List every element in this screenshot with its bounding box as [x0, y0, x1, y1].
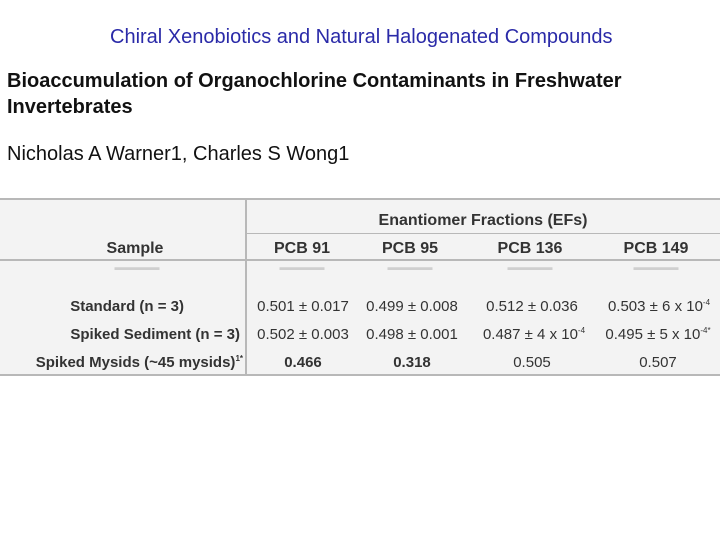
table-bottom-border [0, 374, 720, 376]
table-cell: 0.466 [284, 354, 322, 371]
cell-superscript: -4 [702, 298, 711, 307]
col-header-pcb149: PCB 149 [623, 240, 689, 257]
col-header-pcb91: PCB 91 [273, 240, 331, 257]
authors-line: Nicholas A Warner1, Charles S Wong1 [7, 143, 350, 165]
row-label-text: Spiked Mysids (~45 mysids) [35, 354, 236, 371]
sub-header-strip: ▬▬▬▬▬ [387, 262, 433, 272]
cell-value: 0.487 ± 4 x 10 [482, 326, 578, 343]
enantiomer-fractions-table [0, 198, 720, 376]
table-cell [598, 298, 720, 315]
slide-title: Bioaccumulation of Organochlorine Contaminants in Freshwater Invertebrates [7, 70, 622, 118]
table-cell: 0.512 ± 0.036 [486, 298, 578, 315]
sub-header-strip: ▬▬▬▬▬ [279, 262, 325, 272]
sub-header-strip: ▬▬▬▬▬ [114, 262, 160, 272]
table-cell [474, 326, 594, 343]
table-cell: 0.507 [639, 354, 677, 371]
sample-header: Sample [106, 240, 164, 257]
group-header: Enantiomer Fractions (EFs) [378, 212, 588, 229]
table-top-border [0, 198, 720, 200]
group-header-divider [246, 233, 720, 234]
cell-value: 0.503 ± 6 x 10 [607, 298, 703, 315]
table-cell [596, 326, 720, 343]
table-cell: 0.501 ± 0.017 [257, 298, 349, 315]
cell-superscript: -4 [577, 326, 586, 335]
sub-header-strip: ▬▬▬▬▬ [633, 262, 679, 272]
row-label-superscript: 1* [235, 354, 243, 363]
row-label-standard: Standard (n = 3) [70, 298, 184, 315]
row-label-spiked-sediment: Spiked Sediment (n = 3) [70, 326, 240, 343]
cell-superscript: -4* [700, 326, 711, 335]
cell-value: 0.495 ± 5 x 10 [605, 326, 701, 343]
table-cell: 0.318 [393, 354, 431, 371]
col-header-pcb95: PCB 95 [381, 240, 439, 257]
col-header-pcb136: PCB 136 [497, 240, 563, 257]
slide-header: Chiral Xenobiotics and Natural Halogenated Compounds [110, 26, 613, 48]
header-divider [0, 259, 720, 261]
table-cell: 0.498 ± 0.001 [366, 326, 458, 343]
sub-header-strip: ▬▬▬▬▬ [507, 262, 553, 272]
table-cell: 0.502 ± 0.003 [257, 326, 349, 343]
table-cell: 0.499 ± 0.008 [366, 298, 458, 315]
row-label-spiked-mysids [0, 354, 243, 371]
table-cell: 0.505 [513, 354, 551, 371]
